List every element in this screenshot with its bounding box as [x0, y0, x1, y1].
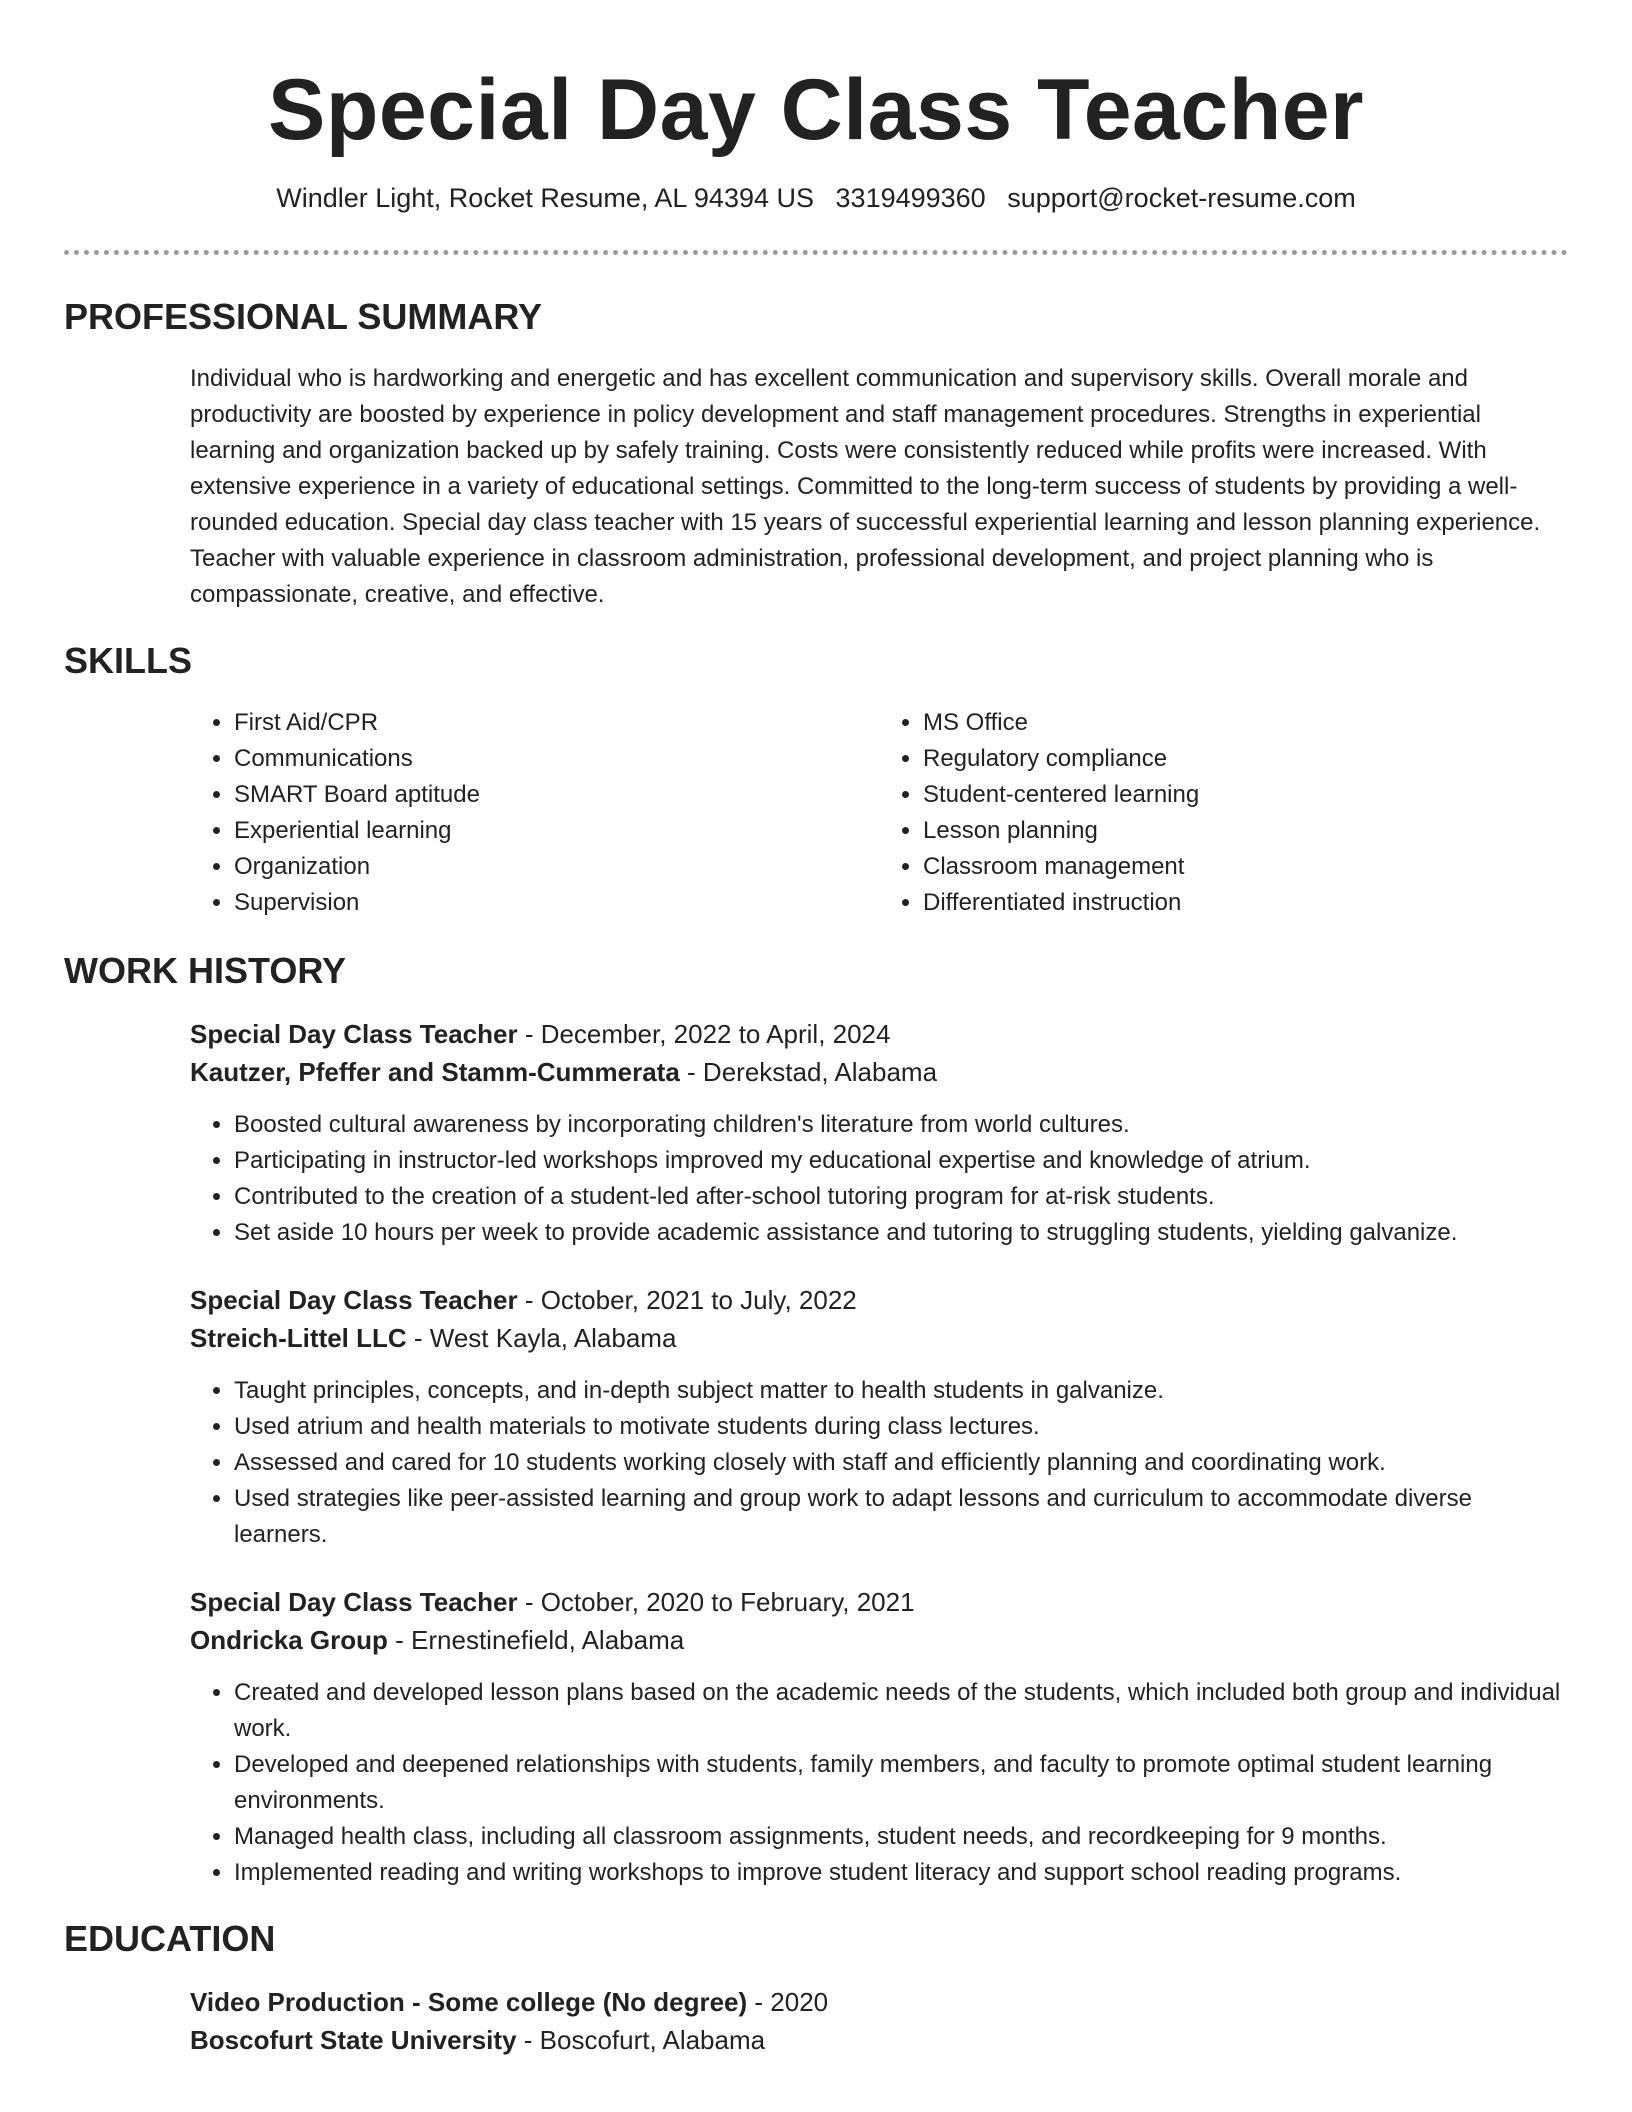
skill-item: • Supervision — [234, 885, 879, 921]
skill-item: • Differentiated instruction — [923, 885, 1568, 921]
job-company-line — [190, 1053, 1568, 1091]
education-location: - Boscofurt, Alabama — [516, 2025, 766, 2055]
job-bullet: • Assessed and cared for 10 students working closely with staff and efficiently planning and coordinating work. — [234, 1445, 1568, 1481]
job-bullet: • Taught principles, concepts, and in-depth subject matter to health students in galvanize. — [234, 1373, 1568, 1409]
skill-item: • MS Office — [923, 705, 1568, 741]
job-role-line — [190, 1015, 1568, 1053]
summary-heading: PROFESSIONAL SUMMARY — [64, 296, 543, 337]
skills-heading: SKILLS — [64, 640, 193, 681]
job-bullet: • Used strategies like peer-assisted learning and group work to adapt lessons and curriculum to accommodate diverse learners. — [234, 1481, 1568, 1553]
job-company: Kautzer, Pfeffer and Stamm-Cummerata — [190, 1057, 680, 1087]
skills-list-right — [879, 705, 1568, 921]
job-location: - West Kayla, Alabama — [406, 1323, 677, 1353]
job-bullet: • Contributed to the creation of a student-led after-school tutoring program for at-risk students. — [234, 1179, 1568, 1215]
job-entry — [190, 1583, 1568, 1891]
job-entry — [190, 1281, 1568, 1553]
job-bullet: • Set aside 10 hours per week to provide academic assistance and tutoring to struggling students, yielding galvanize. — [234, 1215, 1568, 1251]
skill-item: • SMART Board aptitude — [234, 777, 879, 813]
job-company-line — [190, 1319, 1568, 1357]
job-bullet: • Implemented reading and writing workshops to improve student literacy and support school reading programs. — [234, 1855, 1568, 1891]
job-dates: - December, 2022 to April, 2024 — [517, 1019, 891, 1049]
job-bullet: • Created and developed lesson plans based on the academic needs of the students, which included both group and individual work. — [234, 1675, 1568, 1747]
skill-item: • Lesson planning — [923, 813, 1568, 849]
education-school-line — [190, 2021, 1568, 2059]
job-dates: - October, 2021 to July, 2022 — [517, 1285, 857, 1315]
job-role: Special Day Class Teacher — [190, 1019, 518, 1049]
job-location: - Derekstad, Alabama — [679, 1057, 938, 1087]
resume-name: Special Day Class Teacher — [267, 62, 1365, 158]
contact-email: support@rocket-resume.com — [1007, 183, 1356, 213]
skill-item: • First Aid/CPR — [234, 705, 879, 741]
job-bullet: • Participating in instructor-led workshops improved my educational expertise and knowledge of atrium. — [234, 1143, 1568, 1179]
header-divider — [64, 250, 1568, 255]
education-degree-line — [190, 1983, 1568, 2021]
education-year: - 2020 — [747, 1987, 829, 2017]
job-company: Streich-Littel LLC — [190, 1323, 407, 1353]
job-company-line — [190, 1621, 1568, 1659]
job-bullet: • Used atrium and health materials to motivate students during class lectures. — [234, 1409, 1568, 1445]
job-location: - Ernestinefield, Alabama — [387, 1625, 685, 1655]
education-heading: EDUCATION — [64, 1918, 276, 1959]
skill-item: • Communications — [234, 741, 879, 777]
job-bullets — [190, 1373, 1568, 1553]
education-school: Boscofurt State University — [190, 2025, 517, 2055]
job-role: Special Day Class Teacher — [190, 1587, 518, 1617]
skill-item: • Organization — [234, 849, 879, 885]
skill-item: • Regulatory compliance — [923, 741, 1568, 777]
job-bullets — [190, 1675, 1568, 1891]
contact-line — [64, 180, 1568, 216]
contact-phone: 3319499360 — [835, 183, 986, 213]
job-role-line — [190, 1583, 1568, 1621]
education-entry — [190, 1983, 1568, 2059]
job-bullets — [190, 1107, 1568, 1251]
skills-list-left — [190, 705, 879, 921]
skills-grid — [190, 705, 1568, 921]
education-degree: Video Production - Some college (No degree) — [190, 1987, 748, 2017]
summary-text: Individual who is hardworking and energetic and has excellent communication and supervisory skills. Overall morale and productivity are boosted by experience in policy development and staff management procedures. Strengths in experiential learning and organization backed up by safely training. Costs were consistently reduced while profits were increased. With extensive experience in a variety of educational settings. Committed to the long-term success of students by providing a well-rounded education. Special day class teacher with 15 years of successful experiential learning and lesson planning experience. Teacher with valuable experience in classroom administration, professional development, and project planning who is compassionate, creative, and effective. — [190, 365, 1541, 608]
skill-item: • Classroom management — [923, 849, 1568, 885]
job-bullet: • Managed health class, including all classroom assignments, student needs, and recordkeeping for 9 months. — [234, 1819, 1568, 1855]
job-dates: - October, 2020 to February, 2021 — [517, 1587, 915, 1617]
job-role: Special Day Class Teacher — [190, 1285, 518, 1315]
contact-address: Windler Light, Rocket Resume, AL 94394 US — [276, 183, 815, 213]
work-history-heading: WORK HISTORY — [64, 950, 347, 991]
job-bullet: • Developed and deepened relationships with students, family members, and faculty to promote optimal student learning environments. — [234, 1747, 1568, 1819]
resume-page — [64, 0, 1568, 2059]
job-role-line — [190, 1281, 1568, 1319]
job-bullet: • Boosted cultural awareness by incorporating children's literature from world cultures. — [234, 1107, 1568, 1143]
job-company: Ondricka Group — [190, 1625, 388, 1655]
skill-item: • Experiential learning — [234, 813, 879, 849]
skill-item: • Student-centered learning — [923, 777, 1568, 813]
job-entry — [190, 1015, 1568, 1251]
